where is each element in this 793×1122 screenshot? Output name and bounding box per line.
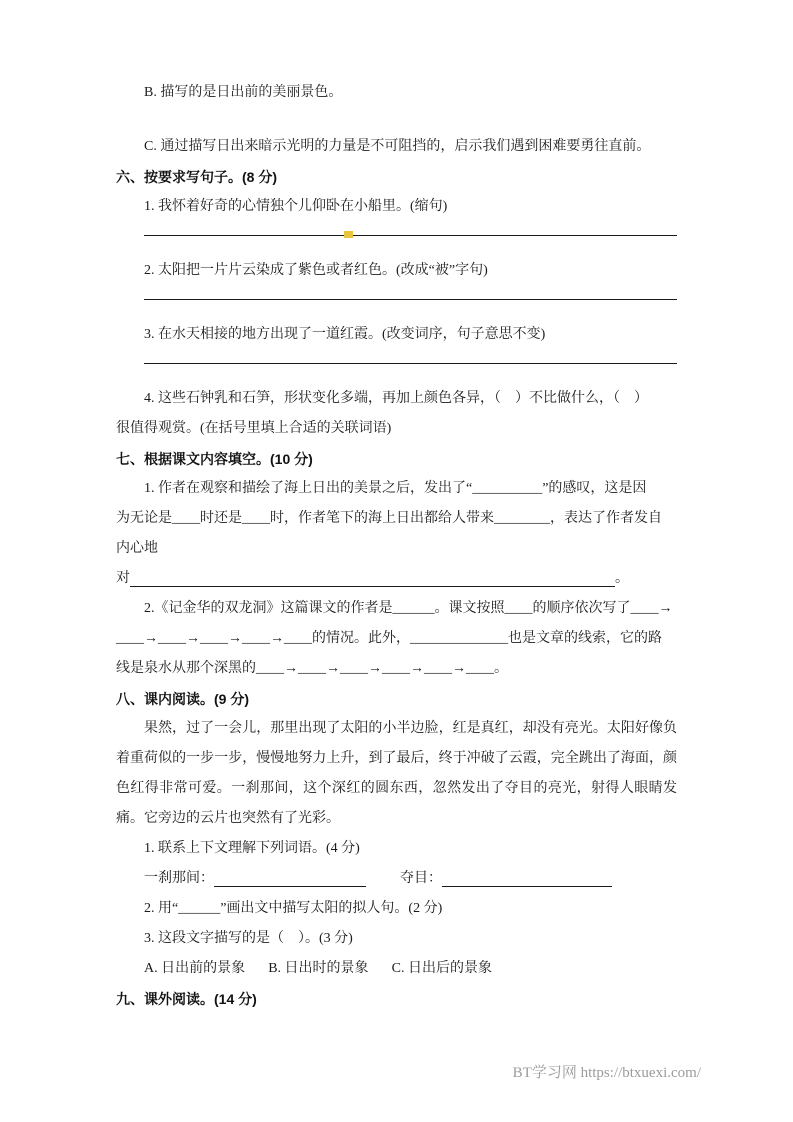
question-8-2: 2. 用“______”画出文中描写太阳的拟人句。(2 分) <box>144 901 443 916</box>
choice-row <box>116 954 677 984</box>
definition-gap <box>366 864 400 894</box>
question-7-2-line-2: ____→____→____→____→____的情况。此外，______________也是文章的线索，它的路 <box>116 631 662 646</box>
question-7-2-line-1: 2.《记金华的双龙洞》这篇课文的作者是______。课文按照____的顺序依次写了____→ <box>144 601 673 616</box>
definition-blank-1 <box>214 864 366 887</box>
section-6-title: 六、按要求写句子。(8 分) <box>116 169 277 185</box>
question-7-1-line-4 <box>116 564 677 594</box>
answer-line-6-3 <box>144 350 677 364</box>
question-8-1: 1. 联系上下文理解下列词语。(4 分) <box>144 841 360 856</box>
highlight-mark <box>344 231 353 238</box>
question-7-1-line-3: 内心地 <box>116 541 158 556</box>
section-7-title: 七、根据课文内容填空。(10 分) <box>116 451 313 467</box>
option-c-text: C. 通过描写日出来暗示光明的力量是不可阻挡的，启示我们遇到困难要勇往直前。 <box>144 139 651 154</box>
question-8-3: 3. 这段文字描写的是（ ）。(3 分) <box>144 931 353 946</box>
section-8-title: 八、课内阅读。(9 分) <box>116 691 249 707</box>
question-7-2-line-3: 线是泉水从那个深黑的____→____→____→____→____→____。 <box>116 661 508 676</box>
answer-line-6-1 <box>144 222 677 236</box>
definition-row <box>144 864 677 894</box>
fill-suffix: 。 <box>615 571 629 586</box>
definition-blank-2 <box>442 864 612 887</box>
choice-b: B. 日出时的景象 <box>268 961 369 976</box>
question-6-1: 1. 我怀着好奇的心情独个儿仰卧在小船里。(缩句) <box>144 199 448 214</box>
choice-c: C. 日出后的景象 <box>391 961 492 976</box>
question-6-4-line-1: 4. 这些石钟乳和石笋，形状变化多端，再加上颜色各异，（ ）不比做什么，（ ） <box>144 391 648 406</box>
fill-line <box>130 564 615 587</box>
choice-a: A. 日出前的景象 <box>144 961 246 976</box>
footer-credit[interactable]: BT学习网 https://btxuexi.com/ <box>512 1065 701 1081</box>
definition-label-1: 一刹那间： <box>144 871 214 886</box>
question-6-4-line-2: 很值得观赏。(在括号里填上合适的关联词语) <box>116 421 392 436</box>
definition-label-2: 夺目： <box>400 871 442 886</box>
question-7-1-line-2: 为无论是____时还是____时，作者笔下的海上日出都给人带来________，表达了作者发自 <box>116 511 662 526</box>
question-6-2: 2. 太阳把一片片云染成了紫色或者红色。(改成“被”字句) <box>144 263 488 278</box>
question-7-1-line-1: 1. 作者在观察和描绘了海上日出的美景之后，发出了“__________”的感叹，这是因 <box>144 481 647 496</box>
reading-passage: 果然，过了一会儿，那里出现了太阳的小半边脸，红是真红，却没有亮光。太阳好像负着重荷似的一步一步，慢慢地努力上升，到了最后，终于冲破了云霞，完全跳出了海面，颜色红得非常可爱。一刹那间，这个深红的圆东西，忽然发出了夺目的亮光，射得人眼睛发痛。它旁边的云片也突然有了光彩。 <box>116 721 677 826</box>
section-9-title: 九、课外阅读。(14 分) <box>116 991 257 1007</box>
question-6-3: 3. 在水天相接的地方出现了一道红霞。(改变词序，句子意思不变) <box>144 327 546 342</box>
option-b-text: B. 描写的是日出前的美丽景色。 <box>144 85 343 100</box>
answer-line-6-2 <box>144 286 677 300</box>
fill-prefix: 对 <box>116 571 130 586</box>
